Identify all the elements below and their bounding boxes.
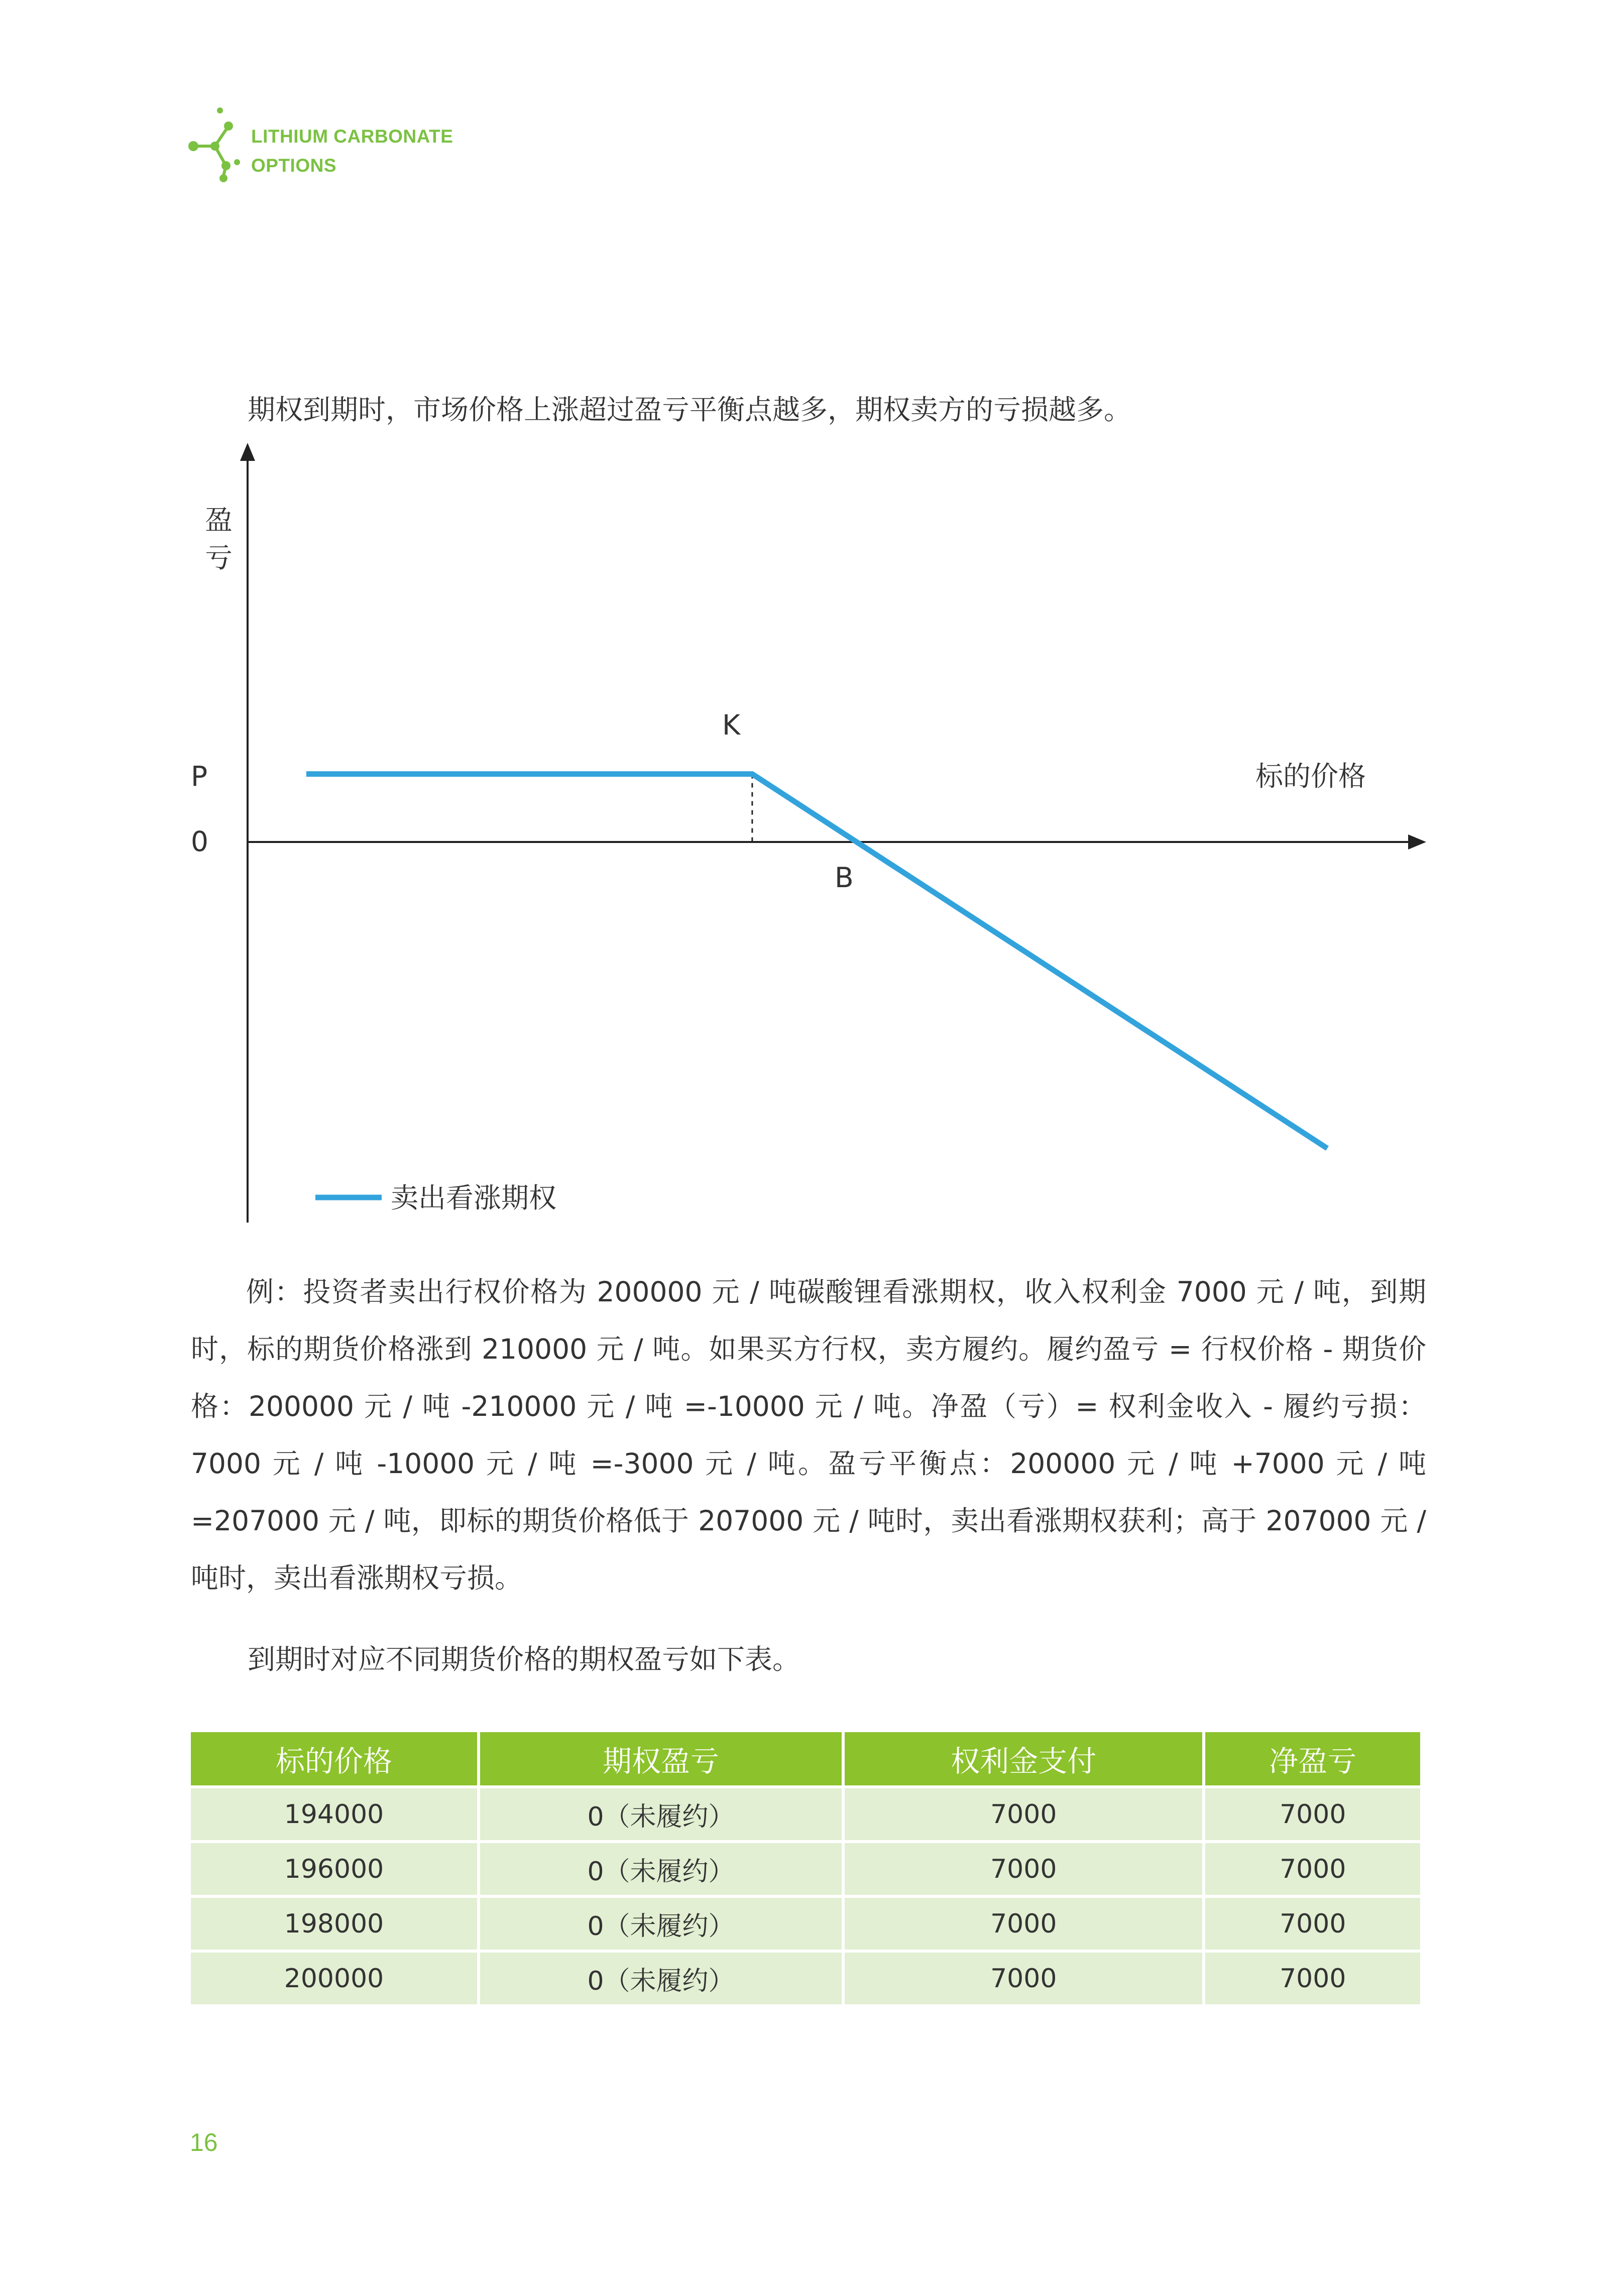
brand-line-1: LITHIUM CARBONATE (251, 126, 453, 147)
table-cell: 7000 (845, 1843, 1202, 1895)
y-axis-arrow-icon (240, 443, 255, 461)
y-axis-label-1: 盈 (205, 504, 233, 536)
page-header (186, 103, 487, 193)
table-cell: 0（未履约） (480, 1788, 842, 1840)
table-cell: 0（未履约） (480, 1898, 842, 1950)
table-header-row (191, 1732, 1420, 1785)
table-cell: 7000 (845, 1953, 1202, 2004)
x-axis-label: 标的价格 (1255, 760, 1366, 792)
series-line-sell-call (306, 774, 1327, 1149)
payoff-chart (171, 432, 1436, 1235)
table-cell: 7000 (1205, 1898, 1420, 1950)
brand-line-2: OPTIONS (251, 155, 337, 176)
y-axis-label-2: 亏 (205, 542, 233, 574)
example-paragraph: 例：投资者卖出行权价格为 200000 元 / 吨碳酸锂看涨期权，收入权利金 7000 元 / 吨，到期时，标的期货价格涨到 210000 元 / 吨。如果买方行权，卖方履约。履约盈亏 = 行权价格 - 期货价格：200000 元 / 吨 -210000 元 / 吨 =-10000 元 / 吨。净盈（亏）= 权利金收入 - 履约亏损：7000 元 / 吨 -10000 元 / 吨 =-3000 元 / 吨。盈亏平衡点：200000 元 / 吨 +7000 元 / 吨 =207000 元 / 吨，即标的期货价格低于 207000 元 / 吨时，卖出看涨期权获利；高于 207000 元 / 吨时，卖出看涨期权亏损。 (191, 1276, 1426, 1594)
table-cell: 7000 (845, 1898, 1202, 1950)
table-cell: 0（未履约） (480, 1953, 842, 2004)
y-tick-label-p: P (191, 760, 208, 792)
table-row (191, 1898, 1420, 1950)
column-header: 权利金支付 (845, 1732, 1202, 1785)
table-cell: 7000 (845, 1788, 1202, 1840)
payoff-table (188, 1729, 1423, 2007)
table-row (191, 1843, 1420, 1895)
table-cell: 7000 (1205, 1843, 1420, 1895)
table-cell: 194000 (191, 1788, 477, 1840)
table-cell: 7000 (1205, 1788, 1420, 1840)
table-cell: 200000 (191, 1953, 477, 2004)
x-axis-arrow-icon (1408, 834, 1426, 850)
molecule-icon (186, 103, 241, 193)
table-cell: 198000 (191, 1898, 477, 1950)
payoff-chart-svg (171, 432, 1436, 1235)
table-row (191, 1788, 1420, 1840)
column-header: 净盈亏 (1205, 1732, 1420, 1785)
strike-label: K (722, 709, 741, 741)
table-intro: 到期时对应不同期货价格的期权盈亏如下表。 (248, 1643, 800, 1675)
legend-label: 卖出看涨期权 (391, 1182, 557, 1214)
column-header: 标的价格 (191, 1732, 477, 1785)
brand-title (251, 122, 453, 180)
breakeven-label: B (835, 862, 854, 894)
table-cell: 7000 (1205, 1953, 1420, 2004)
table-cell: 0（未履约） (480, 1843, 842, 1895)
page-number: 16 (190, 2128, 218, 2156)
column-header: 期权盈亏 (480, 1732, 842, 1785)
table-row (191, 1953, 1420, 2004)
intro-text: 期权到期时，市场价格上涨超过盈亏平衡点越多，期权卖方的亏损越多。 (248, 394, 1132, 426)
y-tick-label-zero: 0 (191, 825, 208, 858)
table-cell: 196000 (191, 1843, 477, 1895)
